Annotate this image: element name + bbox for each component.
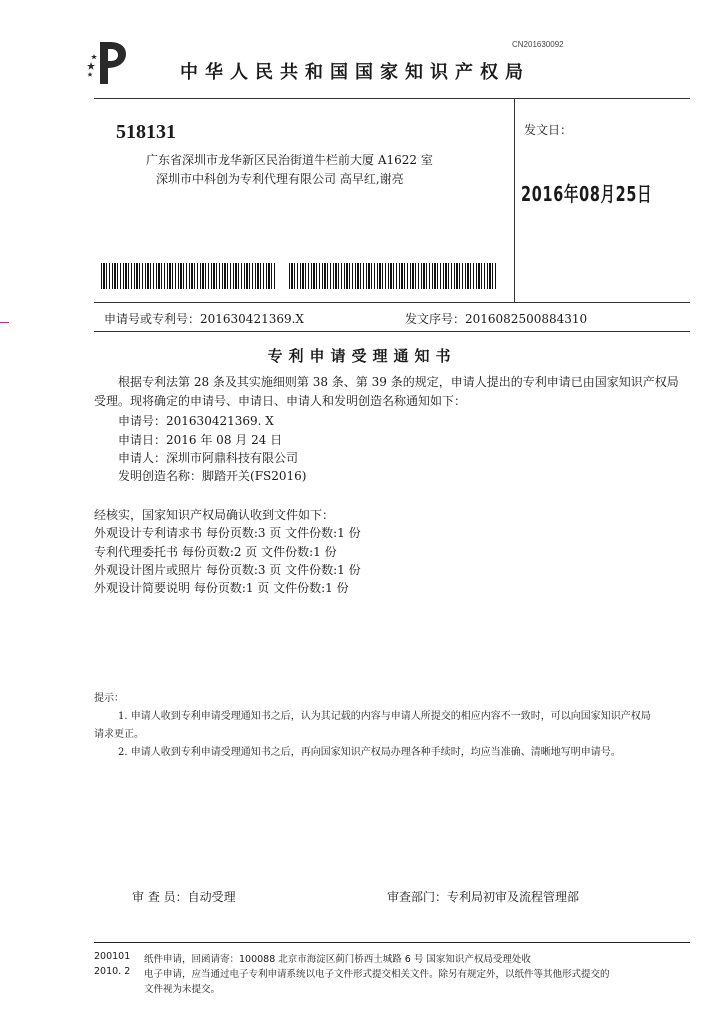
field-applicant <box>118 449 298 466</box>
note-2: 2. 申请人收到专利申请受理通知书之后，再向国家知识产权局办理各种手续时，均应当准确、清晰地写明申请号。 <box>118 747 621 758</box>
address-line-1: 广东省深圳市龙华新区民治街道牛栏前大厦 A1622 室 <box>146 153 433 167</box>
field-value: 深圳市阿鼎科技有限公司 <box>166 451 299 465</box>
note-1-line-2: 请求更正。 <box>94 729 144 740</box>
barcode-right <box>289 263 498 289</box>
document-item: 外观设计简要说明 每份页数:1 页 文件份数:1 份 <box>94 581 349 595</box>
document-item: 外观设计图片或照片 每份页数:3 页 文件份数:1 份 <box>94 563 361 577</box>
footer-code-1: 200101 <box>94 951 131 962</box>
field-label: 发明创造名称： <box>118 469 203 483</box>
footer-line-2: 电子申请，应当通过电子专利申请系统以电子文件形式提交相关文件。除另有规定外，以纸件等其他形式提交的 <box>144 969 610 980</box>
note-1-line-1: 1. 申请人收到专利申请受理通知书之后，认为其记载的内容与申请人所提交的相应内容不一致时，可以向国家知识产权局 <box>118 711 651 722</box>
agency-name: 中华人民共和国国家知识产权局 <box>180 62 530 83</box>
margin-mark <box>0 322 9 323</box>
address-rule <box>94 302 690 303</box>
field-application-number <box>118 412 274 429</box>
column-divider <box>514 98 515 303</box>
issue-date-label: 发文日： <box>524 123 573 137</box>
document-item: 专利代理委托书 每份页数:2 页 文件份数:1 份 <box>94 545 337 559</box>
footer-rule <box>94 942 690 943</box>
serial-number: 发文序号：2016082500884310 <box>405 312 588 326</box>
postcode: 518131 <box>116 121 176 143</box>
barcode-left <box>101 263 277 289</box>
document-id: CN201630092 <box>512 40 564 49</box>
footer-line-1: 纸件申请，回函请寄：100088 北京市海淀区蓟门桥西土城路 6 号 国家知识产权局受理处收 <box>144 954 531 965</box>
verified-heading: 经核实，国家知识产权局确认收到文件如下： <box>94 508 335 522</box>
header-rule <box>94 98 690 99</box>
number-rule <box>94 331 690 332</box>
field-label: 申请日： <box>118 433 167 447</box>
footer-code-2: 2010. 2 <box>94 966 131 977</box>
field-value: 脚踏开关(FS2016) <box>202 469 307 483</box>
field-label: 申请号： <box>118 414 167 428</box>
address-line-2: 深圳市中科创为专利代理有限公司 高早红,谢亮 <box>156 172 404 186</box>
department: 审查部门：专利局初审及流程管理部 <box>387 890 580 904</box>
field-label: 申请人： <box>118 451 167 465</box>
field-design-name <box>118 467 306 484</box>
cnipa-logo <box>86 38 130 88</box>
application-number: 申请号或专利号：201630421369.X <box>104 312 304 326</box>
field-value: 201630421369. X <box>166 414 274 428</box>
notice-title: 专利申请受理通知书 <box>267 347 457 365</box>
field-value: 2016 年 08 月 24 日 <box>166 433 283 447</box>
footer-line-3: 文件视为未提交。 <box>144 984 221 995</box>
issue-date: 2016年08月25日 <box>521 182 653 206</box>
intro-paragraph: 根据专利法第 28 条及其实施细则第 38 条、第 39 条的规定，申请人提出的专利申请已由国家知识产权局受理。现将确定的申请号、申请日、申请人和发明创造名称通知如下： <box>94 375 679 408</box>
field-filing-date <box>118 431 282 448</box>
document-item: 外观设计专利请求书 每份页数:3 页 文件份数:1 份 <box>94 526 361 540</box>
address-block <box>146 151 433 189</box>
notes-heading: 提示： <box>94 693 124 704</box>
examiner: 审 查 员：自动受理 <box>132 890 236 904</box>
